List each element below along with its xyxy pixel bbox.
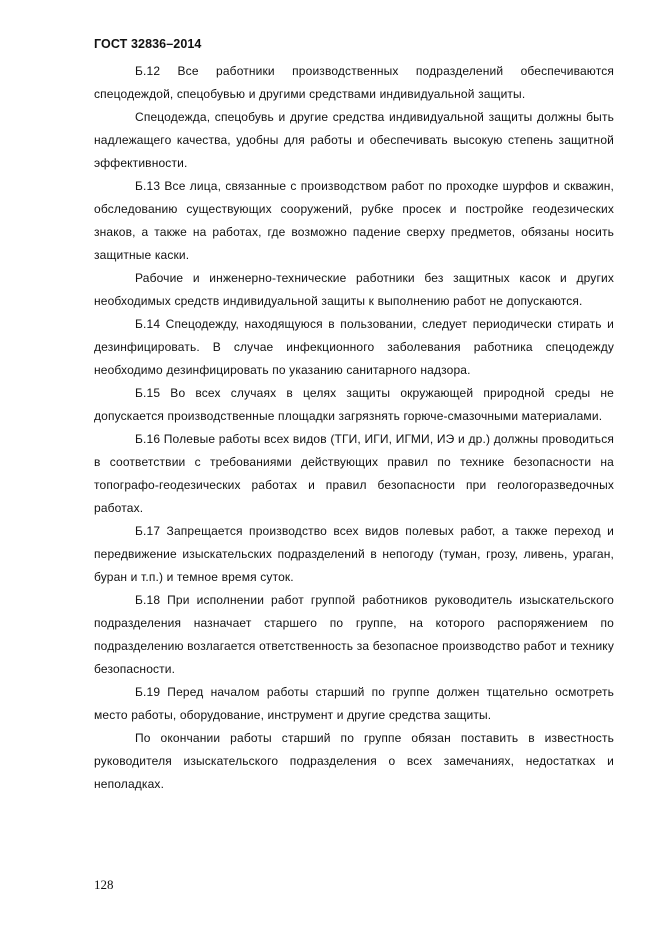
- paragraph-b16: Б.16 Полевые работы всех видов (ТГИ, ИГИ, ИГМИ, ИЭ и др.) должны проводиться в соответствии с требованиями действующих правил по технике безопасности на топографо-геодезических работах и правил безопасности при геологоразведочных работах.: [94, 432, 614, 515]
- paragraph-b18: Б.18 При исполнении работ группой работников руководитель изыскательского подразделения назначает старшего по группе, на которого распоряжением по подразделению возлагается ответственность за безопасное производство работ и технику безопасности.: [94, 593, 614, 676]
- paragraph-protective-equipment-quality: Спецодежда, спецобувь и другие средства индивидуальной защиты должны быть надлежащего качества, удобны для работы и обеспечивать высокую степень защитной эффективности.: [94, 110, 614, 170]
- paragraph-b17: Б.17 Запрещается производство всех видов полевых работ, а также переход и передвижение изыскательских подразделений в непогоду (туман, грозу, ливень, ураган, буран и т.п.) и темное время суток.: [94, 524, 614, 584]
- paragraph-b12: Б.12 Все работники производственных подразделений обеспечиваются спецодеждой, спецобувью и другими средствами индивидуальной защиты.: [94, 64, 614, 101]
- page-number: 128: [94, 877, 114, 892]
- paragraph-no-helmet-no-work: Рабочие и инженерно-технические работники без защитных касок и других необходимых средств индивидуальной защиты к выполнению работ не допускаются.: [94, 271, 614, 308]
- paragraph-after-work: По окончании работы старший по группе обязан поставить в известность руководителя изыскательского подразделения о всех замечаниях, недостатках и неполадках.: [94, 731, 614, 791]
- paragraph-b13: Б.13 Все лица, связанные с производством работ по проходке шурфов и скважин, обследованию существующих сооружений, рубке просек и постройке геодезических знаков, а также на работах, где возможно падение сверху предметов, обязаны носить защитные каски.: [94, 179, 614, 262]
- document-body: [94, 60, 614, 796]
- document-header: ГОСТ 32836–2014: [94, 37, 202, 51]
- paragraph-b19: Б.19 Перед началом работы старший по группе должен тщательно осмотреть место работы, оборудование, инструмент и другие средства защиты.: [94, 685, 614, 722]
- paragraph-b14: Б.14 Спецодежду, находящуюся в пользовании, следует периодически стирать и дезинфицировать. В случае инфекционного заболевания работника спецодежду необходимо дезинфицировать по указанию санитарного надзора.: [94, 317, 614, 377]
- paragraph-b15: Б.15 Во всех случаях в целях защиты окружающей природной среды не допускается производственные площадки загрязнять горюче-смазочными материалами.: [94, 386, 614, 423]
